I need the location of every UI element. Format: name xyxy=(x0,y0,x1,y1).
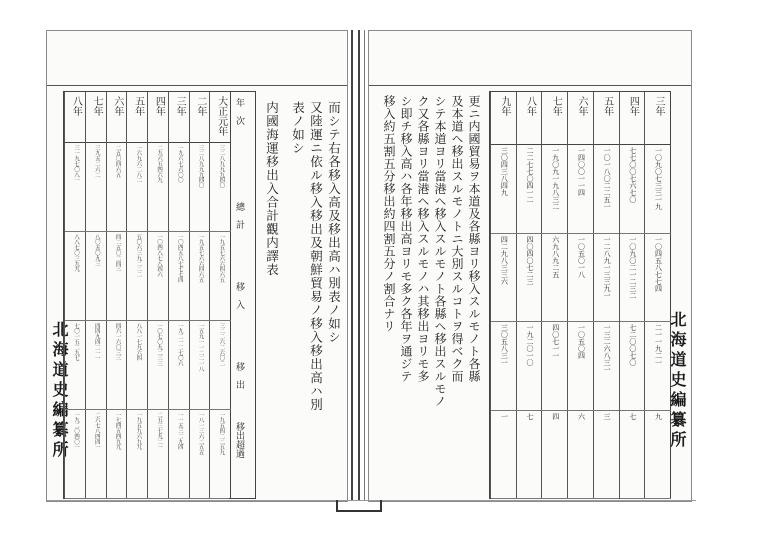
table-cell xyxy=(568,321,594,411)
table-cell xyxy=(645,233,671,323)
table-cell xyxy=(517,321,543,411)
cell-value: 四 xyxy=(551,412,560,420)
cell-value: 四二五〇二四三 xyxy=(114,234,121,272)
year-label: 六年 xyxy=(111,96,123,116)
top-rule-right xyxy=(369,85,691,86)
cell-value: 一八一三六二五五 xyxy=(197,412,204,456)
table-cell xyxy=(594,233,620,323)
cell-value: 一七四五四九九 xyxy=(114,412,121,450)
table-cell xyxy=(210,231,231,321)
cell-value: 七 xyxy=(526,412,535,420)
year-label: 大正元年 xyxy=(215,96,227,136)
table-cell xyxy=(86,231,107,321)
cell-value: 一〇一八〇二二五一 xyxy=(603,147,612,210)
table-cell xyxy=(594,321,620,411)
table-cell xyxy=(148,409,169,499)
table-column-2 xyxy=(168,92,190,498)
table-cell xyxy=(86,409,107,499)
cell-value: 三〇四三八四九 xyxy=(500,147,509,196)
table-cell xyxy=(148,231,169,321)
cell-value: 六 xyxy=(577,412,586,420)
cell-value: 一九五四二二五九 xyxy=(218,412,225,456)
cell-value: 四〇四〇七二三 xyxy=(526,235,535,285)
cell-value: 一〇五〇一八 xyxy=(577,235,586,278)
cell-value: 一九五七六六四六五 xyxy=(218,234,225,283)
table-title xyxy=(265,101,278,277)
table-cell xyxy=(620,321,646,411)
table-cell xyxy=(542,410,568,500)
table-cell xyxy=(542,233,568,323)
cell-value: 二二七七〇四一二 xyxy=(526,147,535,203)
para-line-2: 又陸運ニ依ル移入移出及朝鮮貿易ノ移入移出高ハ別 xyxy=(308,101,324,412)
cell-value: 一九五九六九九 xyxy=(135,412,142,450)
table-column-3 xyxy=(147,92,169,498)
year-label: 七年 xyxy=(91,96,103,116)
table-column-6 xyxy=(85,92,107,498)
table-column-1 xyxy=(619,92,646,498)
table-cell xyxy=(190,142,211,232)
table-cell xyxy=(65,142,86,232)
year-label: 三年 xyxy=(174,96,186,116)
heading-out: 移 出 xyxy=(234,362,244,389)
year-label: 七年 xyxy=(550,96,562,116)
table-cell xyxy=(594,144,620,234)
cell-value: 一四〇〇一一四 xyxy=(577,147,586,196)
binding-mark xyxy=(336,500,382,512)
table-cell xyxy=(127,231,148,321)
cell-value: 四〇七一一 xyxy=(551,324,560,359)
heading-excess: 移出超過 xyxy=(234,422,244,458)
cell-value: 一〇七〇九二三三 xyxy=(156,323,163,367)
table-cell xyxy=(645,144,671,234)
left-page xyxy=(46,30,348,502)
cell-value: 六九八九二五 xyxy=(551,235,560,278)
table-column-5 xyxy=(106,92,128,498)
cell-value: 一九二一二七〇六 xyxy=(176,323,183,367)
para-line-6: シテ本道ヨリ當港ヘ移入スルモノト各縣ヘ移出スルモノ xyxy=(433,95,447,408)
cell-value: 一〇四五八七七四 xyxy=(654,235,663,292)
table-column-4 xyxy=(126,92,148,498)
table-column-4 xyxy=(541,92,568,498)
table-cell xyxy=(210,409,231,499)
table-column-6 xyxy=(490,92,517,498)
cell-value: 一五九一一二二一八 xyxy=(197,323,204,372)
cell-value: 八八一七九六四 xyxy=(135,323,142,361)
table-column-3 xyxy=(567,92,594,498)
table-cell xyxy=(148,142,169,232)
table-cell xyxy=(568,144,594,234)
cell-value: 一〇九〇二一二三二 xyxy=(628,235,637,299)
cell-value: 七七〇〇七六七〇 xyxy=(628,147,637,203)
cell-value: 一九〇九一九八三二 xyxy=(551,147,560,210)
para-line-4: 更ニ内國貿易ヲ本道及各縣ヨリ移入スルモノト各縣 xyxy=(467,95,481,383)
table-cell xyxy=(190,409,211,499)
table-column-0 xyxy=(644,92,671,498)
cell-value: 一九二〇四〇一 xyxy=(73,412,80,450)
year-label: 四年 xyxy=(153,96,165,116)
year-label: 五年 xyxy=(132,96,144,116)
para-line-7: ク又各縣ヨリ當港ヘ移入スルモノハ其移出ヨリモ多 xyxy=(416,95,430,383)
cell-value: 二五〇四六五 xyxy=(114,145,121,178)
book-gutter xyxy=(346,30,368,500)
right-data-table xyxy=(489,91,671,499)
cell-value: 一六九六二八二 xyxy=(135,145,142,183)
para-line-8: シ即チ移入高ハ各年移出高ヨリモ多ク各年ヲ通ジテ xyxy=(399,95,413,383)
cell-value: 一〇四八七八四六 xyxy=(156,234,163,278)
cell-value: 一〇四五八七七七四 xyxy=(176,234,183,283)
cell-value: 三二二六二六〇二 xyxy=(218,323,225,367)
table-cell xyxy=(127,142,148,232)
table-title-suffix: 内譯表 xyxy=(264,236,280,277)
cell-value: 三二八九九九四〇 xyxy=(218,145,225,189)
cell-value: 三二八九九九四〇 xyxy=(197,145,204,189)
cell-value: 八〇五〇九三 xyxy=(93,234,100,267)
table-cell xyxy=(491,410,517,500)
heading-total: 總 計 xyxy=(234,202,244,229)
table-column-5 xyxy=(516,92,543,498)
cell-value: 一〇九〇七三三一九 xyxy=(654,147,663,210)
table-column-1 xyxy=(189,92,211,498)
table-cell xyxy=(491,144,517,234)
cell-value: 三九五二六二 xyxy=(93,145,100,178)
table-cell xyxy=(148,320,169,410)
table-cell xyxy=(86,142,107,232)
cell-value: 一二八九一三三九一 xyxy=(603,235,612,299)
table-cell xyxy=(210,142,231,232)
para-line-5: 及本道ヘ移出スルモノトニ大別スルコトヲ得ベク而 xyxy=(450,95,464,383)
table-cell xyxy=(169,231,190,321)
cell-value: 五〇六三九二二二 xyxy=(135,234,142,278)
table-cell xyxy=(491,233,517,323)
table-cell xyxy=(65,231,86,321)
table-cell xyxy=(65,320,86,410)
table-cell xyxy=(542,321,568,411)
table-cell xyxy=(169,320,190,410)
top-rule xyxy=(47,85,347,86)
cell-value: 三 xyxy=(603,412,612,420)
page-header-right: 北海道史編纂所 xyxy=(668,311,687,451)
cell-value: 九 xyxy=(654,412,663,420)
cell-value: 二一一九二一 xyxy=(654,324,663,366)
table-column-0 xyxy=(209,92,231,498)
table-cell xyxy=(594,410,620,500)
page-header: 北海道史編纂所 xyxy=(50,321,69,461)
table-cell xyxy=(517,233,543,323)
cell-value: 一九五七六六四六五 xyxy=(197,234,204,283)
cell-value: 一九二〇一〇 xyxy=(526,324,535,366)
table-cell xyxy=(190,231,211,321)
year-label: 二年 xyxy=(194,96,206,116)
table-cell xyxy=(65,409,86,499)
left-table-headings xyxy=(229,91,256,499)
cell-value: 一 xyxy=(500,412,509,420)
cell-value: 二六七八四四一 xyxy=(93,412,100,450)
table-cell xyxy=(190,320,211,410)
table-cell xyxy=(169,142,190,232)
table-cell xyxy=(107,409,128,499)
table-column-7 xyxy=(64,92,86,498)
table-cell xyxy=(210,320,231,410)
table-cell xyxy=(517,144,543,234)
year-label: 四年 xyxy=(627,96,639,116)
cell-value: 四六一六〇三三 xyxy=(114,323,121,361)
table-cell xyxy=(107,142,128,232)
table-cell xyxy=(568,410,594,500)
table-cell xyxy=(542,144,568,234)
cell-value: 三一九七〇八一 xyxy=(73,145,80,183)
cell-value: 八八七〇三九九 xyxy=(73,234,80,272)
para-line-3: 表ノ如シ xyxy=(290,101,306,155)
table-cell xyxy=(127,409,148,499)
table-cell xyxy=(127,320,148,410)
para-line-9: 移入約五割五分移出約四割五分ノ割合ナリ xyxy=(382,95,396,333)
cell-value: 七〇一五二九七 xyxy=(73,323,80,361)
table-cell xyxy=(620,144,646,234)
table-cell xyxy=(568,233,594,323)
cell-value: 七 xyxy=(628,412,637,420)
year-label: 八年 xyxy=(524,96,536,116)
para-line-1: 而シテ右各移入高及移出高ハ別表ノ如シ xyxy=(326,101,342,344)
table-cell xyxy=(107,231,128,321)
table-cell xyxy=(86,320,107,410)
table-cell xyxy=(620,410,646,500)
cell-value: 一三二六八三一 xyxy=(603,324,612,373)
table-cell xyxy=(620,233,646,323)
cell-value: 二九六五四六九 xyxy=(156,145,163,183)
year-label: 五年 xyxy=(601,96,613,116)
year-label: 三年 xyxy=(653,96,665,116)
cell-value: 一一五三二九四 xyxy=(176,412,183,450)
heading-year: 年 次 xyxy=(234,98,244,125)
year-label: 九年 xyxy=(498,96,510,116)
year-label: 八年 xyxy=(70,96,82,116)
book-spread xyxy=(46,30,696,500)
right-page xyxy=(368,30,692,502)
year-label: 六年 xyxy=(575,96,587,116)
cell-value: 四二九八三三六 xyxy=(500,235,509,285)
cell-value: 一〇五〇四 xyxy=(577,324,586,359)
cell-value: 一九六七六〇〇 xyxy=(176,145,183,183)
table-cell xyxy=(107,320,128,410)
table-cell xyxy=(491,321,517,411)
table-column-2 xyxy=(593,92,620,498)
cell-value: 二五三七九二一 xyxy=(156,412,163,450)
left-data-table xyxy=(63,91,231,499)
cell-value: 四四九四二一一 xyxy=(93,323,100,361)
table-cell xyxy=(169,409,190,499)
table-title-main: 内國海運移出入合計觀 xyxy=(264,101,280,236)
cell-value: 七二〇〇七〇 xyxy=(628,324,637,366)
heading-in: 移 入 xyxy=(234,282,244,309)
table-cell xyxy=(517,410,543,500)
cell-value: 三〇五八三一 xyxy=(500,324,509,366)
